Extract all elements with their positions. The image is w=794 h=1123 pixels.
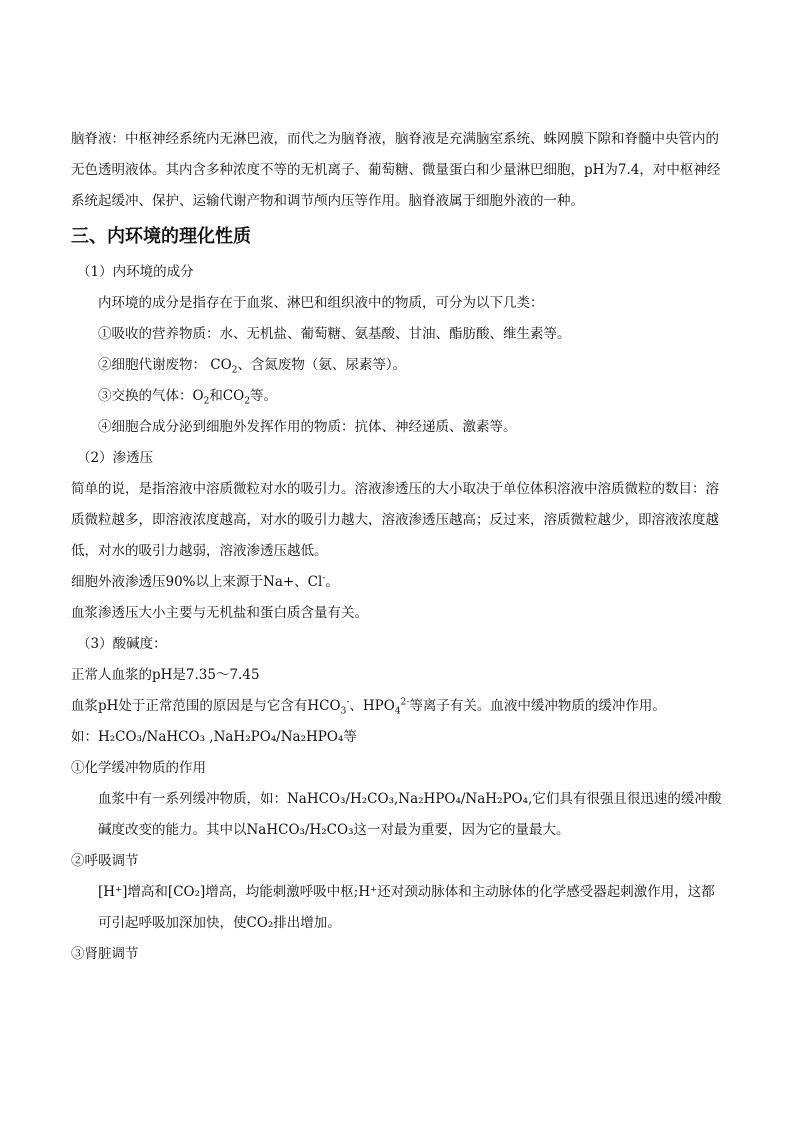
chemical-buffer-body: 血浆中有一系列缓冲物质，如：NaHCO₃/H₂CO₃,Na₂HPO₄/NaH₂PO₄,它们具有很强且很迅速的缓冲酸碱度改变的能力。其中以NaHCO₃/H₂CO₃这一对最为重要，因为它的量最大。 (98, 791, 722, 838)
composition-item-4: ④细胞合成分泌到细胞外发挥作用的物质：抗体、神经递质、激素等。 (98, 419, 517, 435)
composition-item-3: ③交换的气体：$O_2$和$CO_2$等。 (98, 388, 277, 407)
subsection-title-ph: （3）酸碱度： (77, 636, 167, 652)
respiratory-body: [H⁺]增高和[CO₂]增高，均能刺激呼吸中枢;H⁺还对颈动脉体和主动脉体的化学感受器起刺激作用，这都可引起呼吸加深加快，使CO₂排出增加。 (98, 884, 715, 931)
composition-item-1: ①吸收的营养物质：水、无机盐、葡萄糖、氨基酸、甘油、酯肪酸、维生素等。 (98, 326, 571, 342)
osmotic-extracellular: 细胞外液渗透压90%以上来源于Na+、Cl-。 (71, 573, 339, 590)
osmotic-plasma: 血浆渗透压大小主要与无机盐和蛋白质含量有关。 (71, 605, 368, 621)
ph-buffer-pairs: 如：H₂CO₃/NaHCO₃ ,NaH₂PO₄/Na₂HPO₄等 (71, 729, 357, 745)
osmotic-definition: 简单的说，是指溶液中溶质微粒对水的吸引力。溶液渗透压的大小取决于单位体积溶液中溶质微粒的数目：溶质微粒越多，即溶液浓度越高，对水的吸引力越大，溶液渗透压越高；反过来，溶质微粒越少，即溶液浓度越低，对水的吸引力越弱，溶液渗透压越低。 (71, 481, 719, 559)
subsection-title-osmotic: （2）渗透压 (77, 450, 154, 466)
ph-normal: 正常人血浆的pH是7.35～7.45 (71, 667, 260, 683)
chemical-buffer-title: ①化学缓冲物质的作用 (71, 760, 206, 776)
paragraph-csf: 脑脊液：中枢神经系统内无淋巴液，而代之为脑脊液，脑脊液是充满脑室系统、蛛网膜下隙和脊髓中央管内的无色透明液体。其内含多种浓度不等的无机离子、葡萄糖、微量蛋白和少量淋巴细胞，pH为7.4，对中枢神经系统起缓冲、保护、运输代谢产物和调节颅内压等作用。脑脊液属于细胞外液的一种。 (71, 131, 721, 209)
section-heading: 三、内环境的理化性质 (71, 226, 251, 247)
document-body (71, 124, 723, 970)
respiratory-title: ②呼吸调节 (71, 853, 139, 869)
composition-item-2: ②细胞代谢废物： $CO_2$、含氮废物（氨、尿素等）。 (98, 357, 407, 376)
subsection-title-composition: （1）内环境的成分 (77, 264, 194, 280)
renal-title: ③肾脏调节 (71, 946, 139, 962)
ph-reason: 血浆pH处于正常范围的原因是与它含有$HCO_3^-$、$HPO_4^{2-}$等离子有关。血液中缓冲物质的缓冲作用。 (71, 697, 666, 717)
composition-intro: 内环境的成分是指存在于血浆、淋巴和组织液中的物质，可分为以下几类： (98, 295, 544, 311)
